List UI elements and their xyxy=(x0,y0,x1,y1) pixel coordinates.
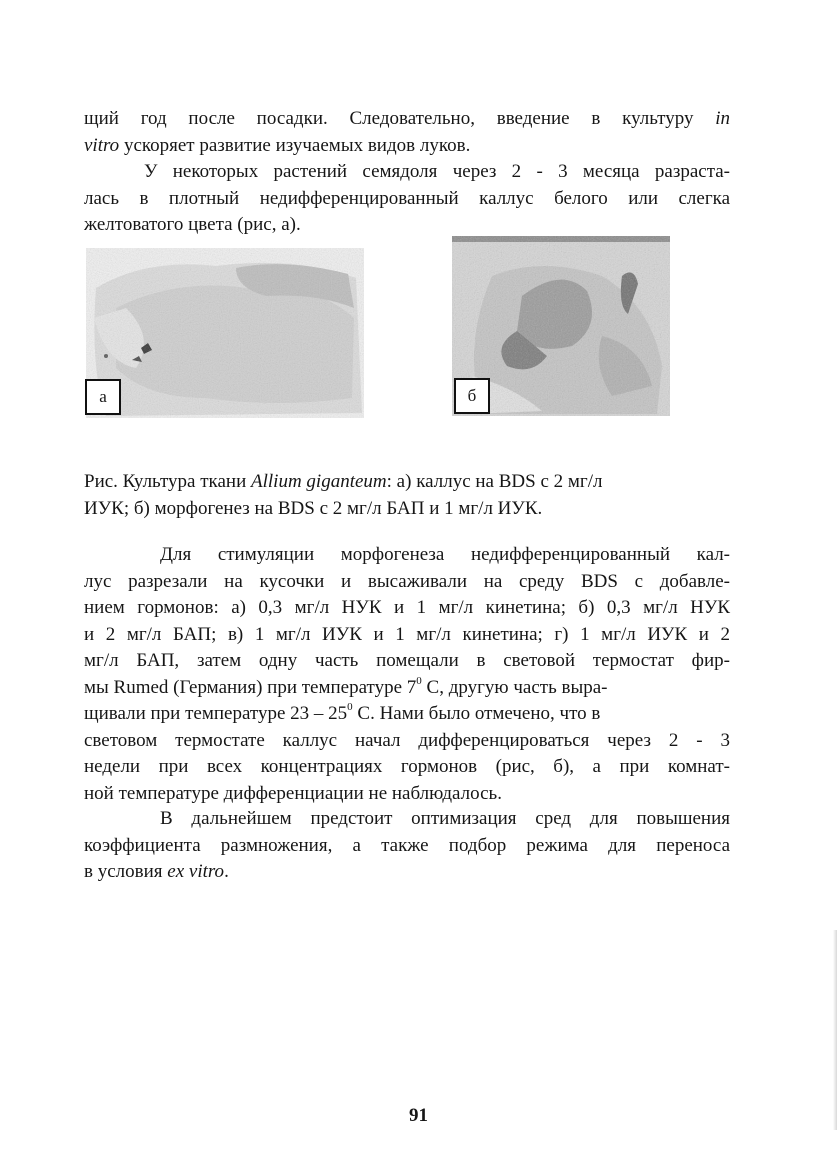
page-number: 91 xyxy=(409,1105,428,1126)
text-line: мг/л БАП, затем одну часть помещали в световой термостат фир- xyxy=(84,650,730,671)
caption-text: Рис. Культура ткани xyxy=(84,471,252,492)
italic-term: ex vitro xyxy=(167,861,225,882)
text-line: недели при всех концентрациях гормонов (рис, б), а при комнат- xyxy=(84,756,730,777)
caption-text: ИУК; б) морфогенез на BDS с 2 мг/л БАП и 1 мг/л ИУК. xyxy=(84,497,543,519)
scan-edge-shadow xyxy=(833,930,837,1130)
text-line: коэффициента размножения, а также подбор режима для переноса xyxy=(84,834,730,856)
text-line: ускоряет развитие изучаемых видов луков. xyxy=(119,134,471,156)
degree-mark: 0 xyxy=(416,674,422,687)
callus-photo-image xyxy=(86,248,364,418)
text-line: У некоторых растений семядоля через 2 - 3 месяца разраста- xyxy=(144,161,730,182)
paragraph-continuation xyxy=(84,106,730,159)
italic-term: vitro xyxy=(84,134,120,156)
text-line: щий год после посадки. Следовательно, введение в культуру xyxy=(84,108,694,129)
italic-term: in xyxy=(715,108,731,129)
paragraph-conclusion: В дальнейшем предстоит оптимизация сред для повышения коэффициента размножения, а также подбор режима для переноса в условия ex vitro. xyxy=(84,808,730,882)
text-line: В дальнейшем предстоит оптимизация сред для повышения xyxy=(160,808,730,829)
paragraph-callus xyxy=(84,159,730,239)
figure-label-b: б xyxy=(454,378,490,414)
text-line: мы Rumed (Германия) при температуре 7 xyxy=(84,676,417,698)
text-line: в условия xyxy=(84,861,168,882)
paragraph-morphogenesis xyxy=(84,542,730,807)
text-line: С. Нами было отмечено, что в xyxy=(352,703,601,724)
caption-text: : а) каллус на BDS с 2 мг/л xyxy=(386,471,603,492)
text-line: и 2 мг/л БАП; в) 1 мг/л ИУК и 1 мг/л кинетина; г) 1 мг/л ИУК и 2 xyxy=(84,623,730,645)
text-line: световом термостате каллус начал дифференцироваться через 2 - 3 xyxy=(84,729,730,751)
text-line: лус разрезали на кусочки и высаживали на среду BDS с добавле- xyxy=(84,570,730,592)
text-line: лась в плотный недифференцированный каллус белого или слегка xyxy=(84,187,730,209)
figure-caption xyxy=(84,469,730,522)
text-line: нием гормонов: а) 0,3 мг/л НУК и 1 мг/л кинетина; б) 0,3 мг/л НУК xyxy=(84,597,730,618)
species-name: Allium giganteum xyxy=(251,471,387,492)
figure-photo-a xyxy=(86,248,364,418)
text-line: щивали при температуре 23 – 25 xyxy=(84,703,348,724)
text-line: Для стимуляции морфогенеза недифференцированный кал- xyxy=(160,544,730,565)
degree-mark: 0 xyxy=(347,701,353,713)
text-line: С, другую часть выра- xyxy=(421,676,608,698)
text-line: желтоватого цвета (рис, а). xyxy=(84,214,301,235)
text-line: ной температуре дифференциации не наблюдалось. xyxy=(84,782,502,804)
figure-label-a: а xyxy=(85,379,121,415)
